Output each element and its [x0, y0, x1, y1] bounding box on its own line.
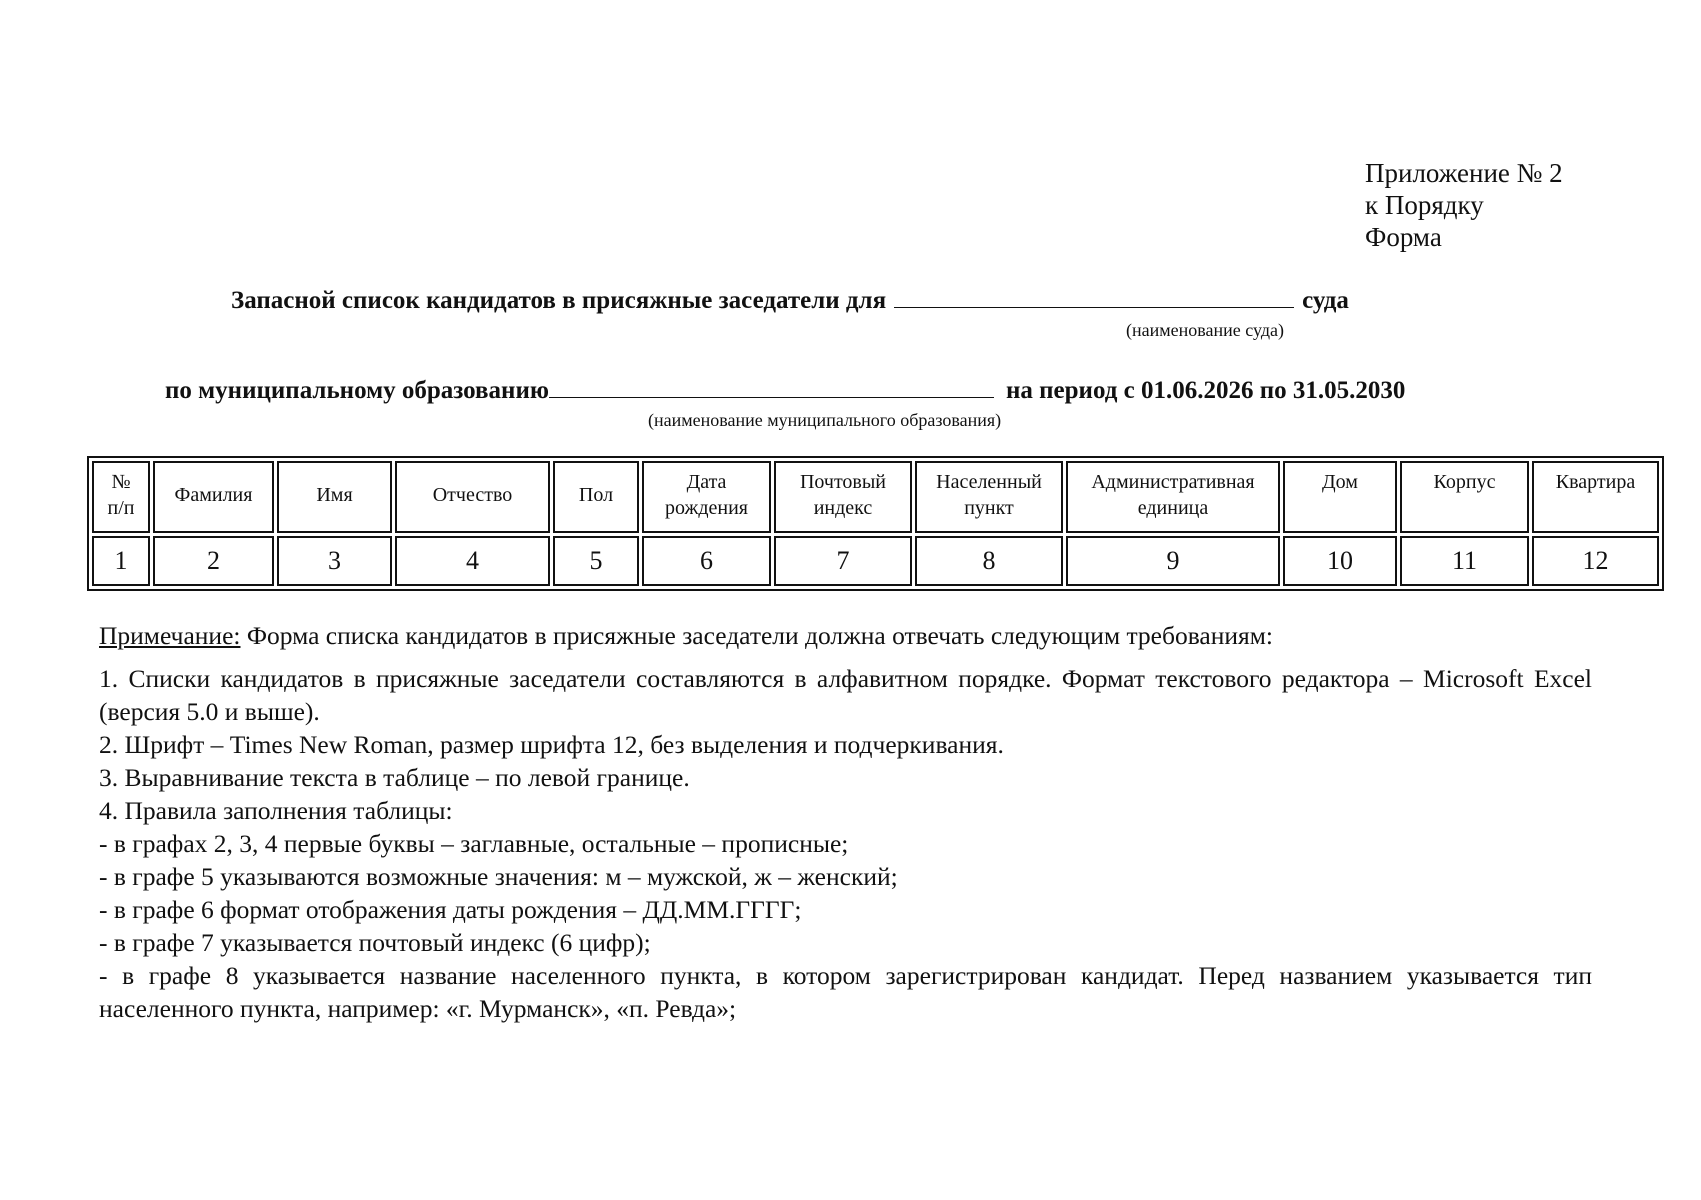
note-item: - в графе 5 указываются возможные значения: м – мужской, ж – женский; [99, 862, 898, 891]
municipality-name-blank [549, 377, 994, 398]
column-number-cell: 11 [1400, 536, 1529, 586]
note-label: Примечание: [99, 621, 241, 650]
column-number-cell: 6 [642, 536, 771, 586]
column-number-cell: 8 [915, 536, 1063, 586]
header-cell-building: Корпус [1400, 461, 1529, 533]
header-cell-surname: Фамилия [153, 461, 274, 533]
note-item: 4. Правила заполнения таблицы: [99, 796, 453, 825]
note-item: - в графах 2, 3, 4 первые буквы – заглавные, остальные – прописные; [99, 829, 849, 858]
header-cell-number: № п/п [92, 461, 150, 533]
table-column-numbers-row [92, 536, 1659, 586]
note-item: 2. Шрифт – Times New Roman, размер шрифта 12, без выделения и подчеркивания. [99, 730, 1004, 759]
note-section [99, 619, 1592, 1025]
column-number-cell: 12 [1532, 536, 1659, 586]
column-number-cell: 1 [92, 536, 150, 586]
court-name-caption: (наименование суда) [1126, 320, 1285, 340]
title-line-1-prefix: Запасной список кандидатов в присяжные заседатели для [231, 287, 887, 314]
header-cell-birth-date: Дата рождения [642, 461, 771, 533]
note-item: 1. Списки кандидатов в присяжные заседатели составляются в алфавитном порядке. Формат текстового редактора – Microsoft Excel (версия 5.0 и выше). [99, 664, 1592, 726]
header-cell-sex: Пол [553, 461, 639, 533]
column-number-cell: 7 [774, 536, 912, 586]
note-item: - в графе 7 указывается почтовый индекс (6 цифр); [99, 928, 651, 957]
court-name-blank [894, 287, 1294, 308]
appendix-form-label: Форма [1365, 222, 1442, 252]
candidates-form-table [87, 456, 1664, 591]
note-intro-text: Форма списка кандидатов в присяжные заседатели должна отвечать следующим требованиям: [240, 621, 1273, 650]
header-cell-apartment: Квартира [1532, 461, 1659, 533]
note-item: 3. Выравнивание текста в таблице – по левой границе. [99, 763, 690, 792]
title-line-2-suffix: на период с 01.06.2026 по 31.05.2030 [1005, 377, 1406, 404]
appendix-number: Приложение № 2 [1365, 158, 1563, 188]
municipality-name-caption: (наименование муниципального образования) [648, 410, 1002, 430]
table-header-row [92, 461, 1659, 533]
title-line-2-prefix: по муниципальному образованию [165, 377, 549, 404]
note-intro [99, 619, 1592, 652]
appendix-block [1365, 157, 1563, 253]
column-number-cell: 2 [153, 536, 274, 586]
column-number-cell: 4 [395, 536, 550, 586]
note-item: - в графе 8 указывается название населенного пункта, в котором зарегистрирован кандидат. Перед названием указывается тип населенного пункта, например: «г. Мурманск», «п. Ревда»; [99, 961, 1592, 1023]
header-cell-house: Дом [1283, 461, 1397, 533]
title-line-2 [165, 377, 1405, 405]
column-number-cell: 10 [1283, 536, 1397, 586]
column-number-cell: 9 [1066, 536, 1280, 586]
header-cell-locality: Населенный пункт [915, 461, 1063, 533]
header-cell-name: Имя [277, 461, 392, 533]
header-cell-patronymic: Отчество [395, 461, 550, 533]
title-line-1 [231, 287, 1349, 315]
note-item: - в графе 6 формат отображения даты рождения – ДД.ММ.ГГГГ; [99, 895, 802, 924]
header-cell-postal-code: Почтовый индекс [774, 461, 912, 533]
column-number-cell: 3 [277, 536, 392, 586]
title-line-1-suffix: суда [1302, 287, 1349, 314]
appendix-reference: к Порядку [1365, 190, 1484, 220]
column-number-cell: 5 [553, 536, 639, 586]
header-cell-admin-unit: Административная единица [1066, 461, 1280, 533]
